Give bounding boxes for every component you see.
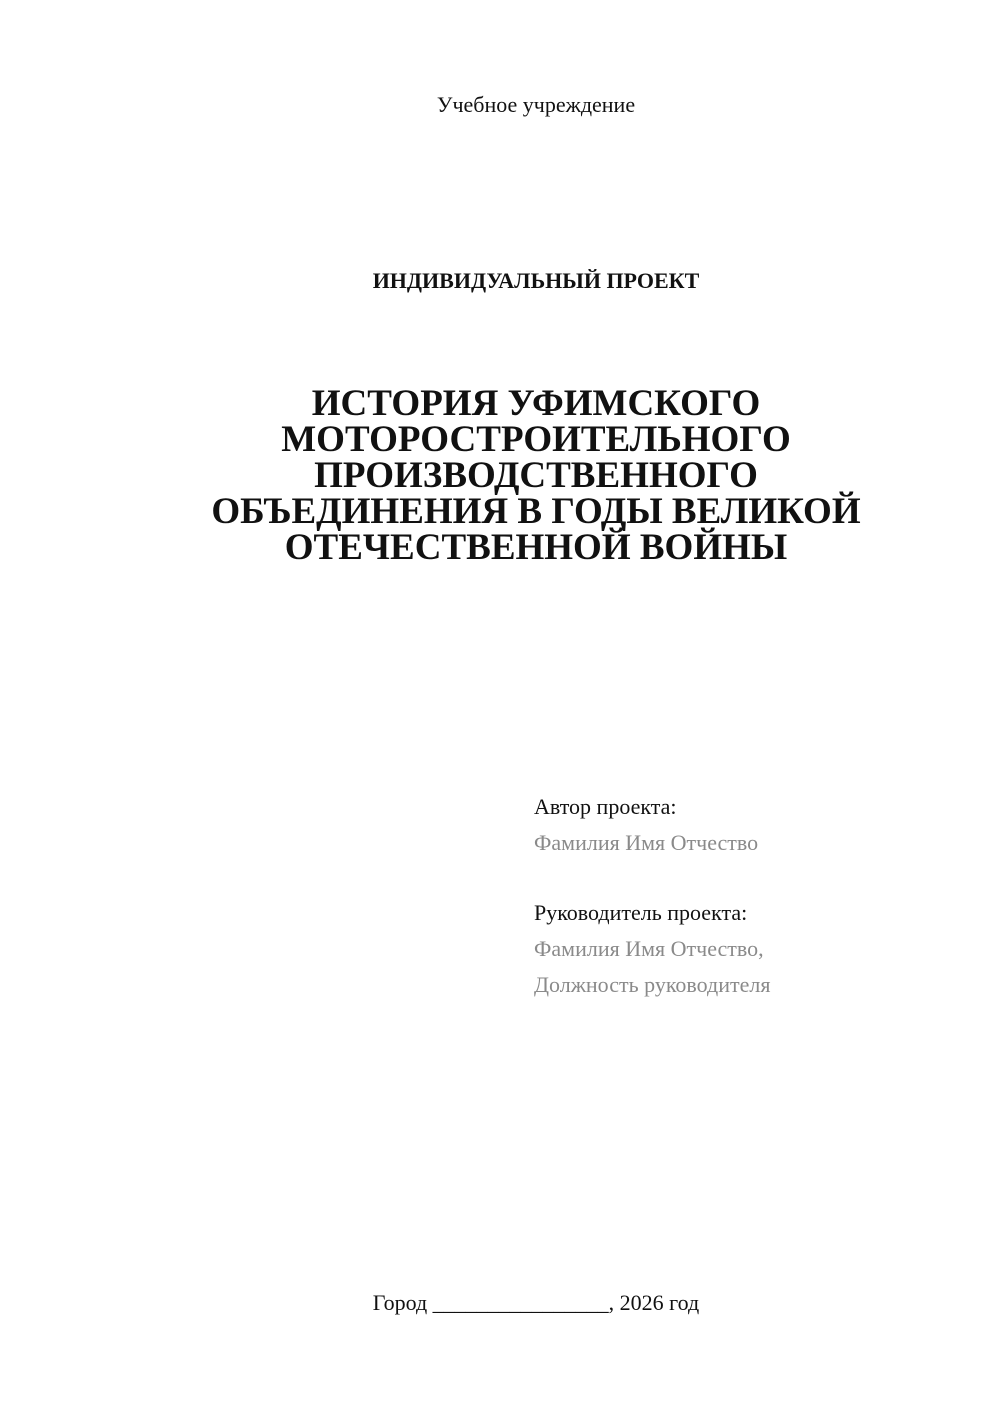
author-name: Фамилия Имя Отчество <box>534 830 759 855</box>
institution-name: Учебное учреждение <box>436 92 636 117</box>
project-title-line: ПРОИЗВОДСТВЕННОГО <box>314 455 758 496</box>
project-roles <box>534 789 770 1003</box>
project-title-line: ИСТОРИЯ УФИМСКОГО <box>311 383 761 424</box>
supervisor-name: Фамилия Имя Отчество, <box>534 936 764 961</box>
project-title-line: МОТОРОСТРОИТЕЛЬНОГО <box>281 419 791 460</box>
spacer <box>534 861 770 895</box>
supervisor-label: Руководитель проекта: <box>534 900 748 925</box>
project-title <box>0 383 1000 568</box>
supervisor-position: Должность руководителя <box>534 972 771 997</box>
author-label: Автор проекта: <box>534 794 677 819</box>
project-title-line: ОБЪЕДИНЕНИЯ В ГОДЫ ВЕЛИКОЙ <box>211 491 861 532</box>
city-year-line: Город ________________, 2026 год <box>372 1290 700 1315</box>
project-title-line: ОТЕЧЕСТВЕННОЙ ВОЙНЫ <box>284 527 788 568</box>
project-type: ИНДИВИДУАЛЬНЫЙ ПРОЕКТ <box>372 268 700 293</box>
